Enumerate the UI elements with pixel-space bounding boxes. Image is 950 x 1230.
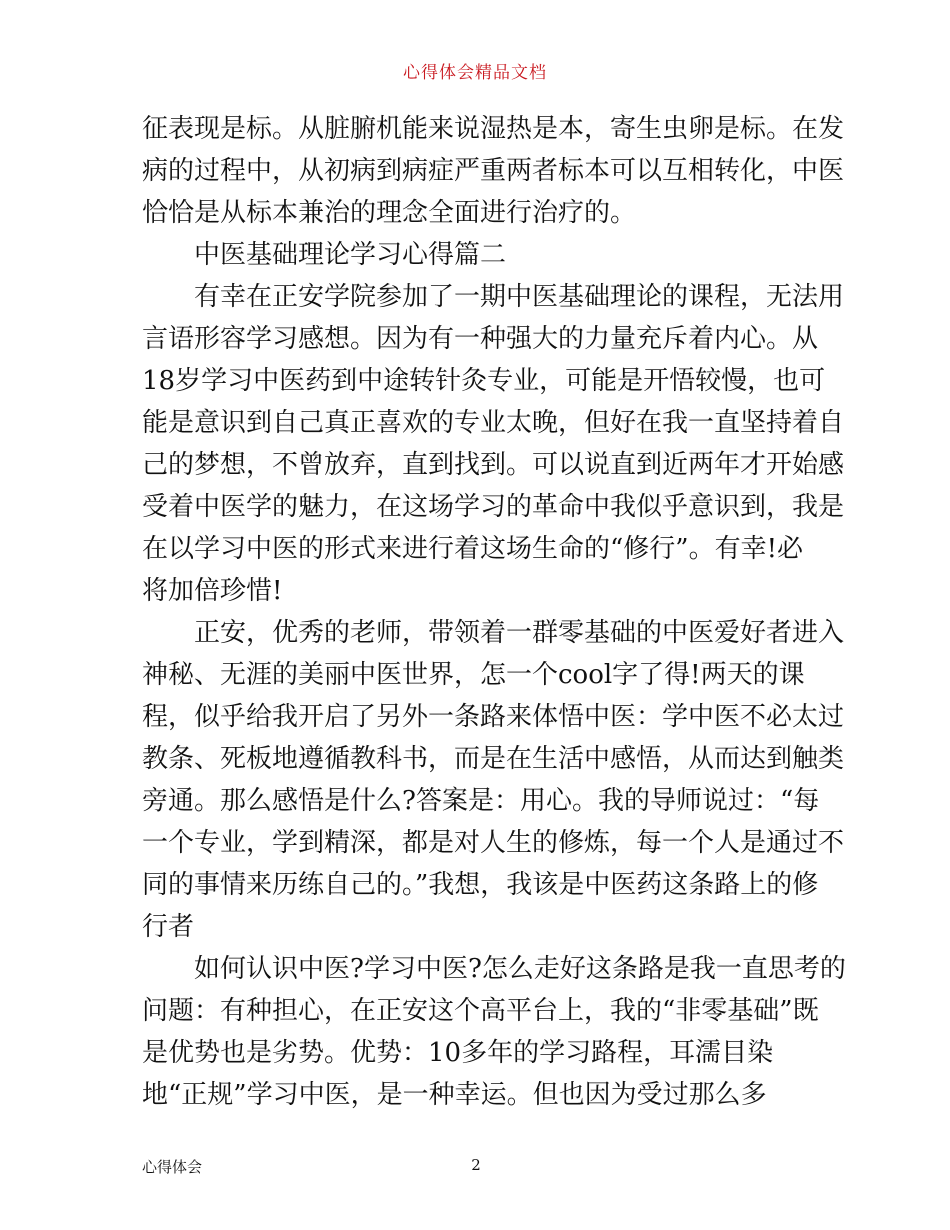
- text-line: 受着中医学的魅力，在这场学习的革命中我似乎意识到，我是: [142, 492, 845, 522]
- document-body: [142, 108, 846, 1116]
- text-line: 将加倍珍惜!: [142, 576, 283, 606]
- text-line: 征表现是标。从脏腑机能来说湿热是本，寄生虫卵是标。在发: [142, 114, 845, 144]
- text-line: 有幸在正安学院参加了一期中医基础理论的课程，无法用: [194, 282, 845, 312]
- text-line: 己的梦想，不曾放弃，直到找到。可以说直到近两年才开始感: [142, 450, 845, 480]
- text-line: 在以学习中医的形式来进行着这场生命的“修行”。有幸!必: [142, 534, 804, 564]
- text-line: 问题：有种担心，在正安这个高平台上，我的“非零基础”既: [142, 996, 819, 1026]
- footer-label: 心得体会: [142, 1158, 203, 1176]
- text-line: 旁通。那么感悟是什么?答案是：用心。我的导师说过：“每: [142, 786, 820, 816]
- text-line: 18岁学习中医药到中途转针灸专业，可能是开悟较慢，也可: [142, 366, 826, 396]
- text-line: 中医基础理论学习心得篇二: [194, 240, 507, 270]
- text-line: 神秘、无涯的美丽中医世界，怎一个cool字了得!两天的课: [142, 660, 805, 690]
- text-line: 言语形容学习感想。因为有一种强大的力量充斥着内心。从: [142, 324, 819, 354]
- text-line: 是优势也是劣势。优势：10多年的学习路程，耳濡目染: [142, 1038, 774, 1068]
- page-header-title: 心得体会精品文档: [403, 63, 547, 83]
- text-line: 恰恰是从标本兼治的理念全面进行治疗的。: [142, 198, 637, 228]
- text-line: 病的过程中，从初病到病症严重两者标本可以互相转化，中医: [142, 156, 845, 186]
- text-line: 正安，优秀的老师，带领着一群零基础的中医爱好者进入: [194, 618, 845, 648]
- text-line: 行者: [142, 912, 195, 942]
- text-line: 教条、死板地遵循教科书，而是在生活中感悟，从而达到触类: [142, 744, 845, 774]
- text-line: 程，似乎给我开启了另外一条路来体悟中医：学中医不必太过: [142, 702, 845, 732]
- text-line: 地“正规”学习中医，是一种幸运。但也因为受过那么多: [142, 1080, 767, 1110]
- text-line: 能是意识到自己真正喜欢的专业太晚，但好在我一直坚持着自: [142, 408, 845, 438]
- text-line: 如何认识中医?学习中医?怎么走好这条路是我一直思考的: [194, 954, 846, 984]
- page-number: 2: [471, 1156, 481, 1174]
- text-line: 一个专业，学到精深，都是对人生的修炼，每一个人是通过不: [142, 828, 845, 858]
- text-line: 同的事情来历练自己的。”我想，我该是中医药这条路上的修: [142, 870, 819, 900]
